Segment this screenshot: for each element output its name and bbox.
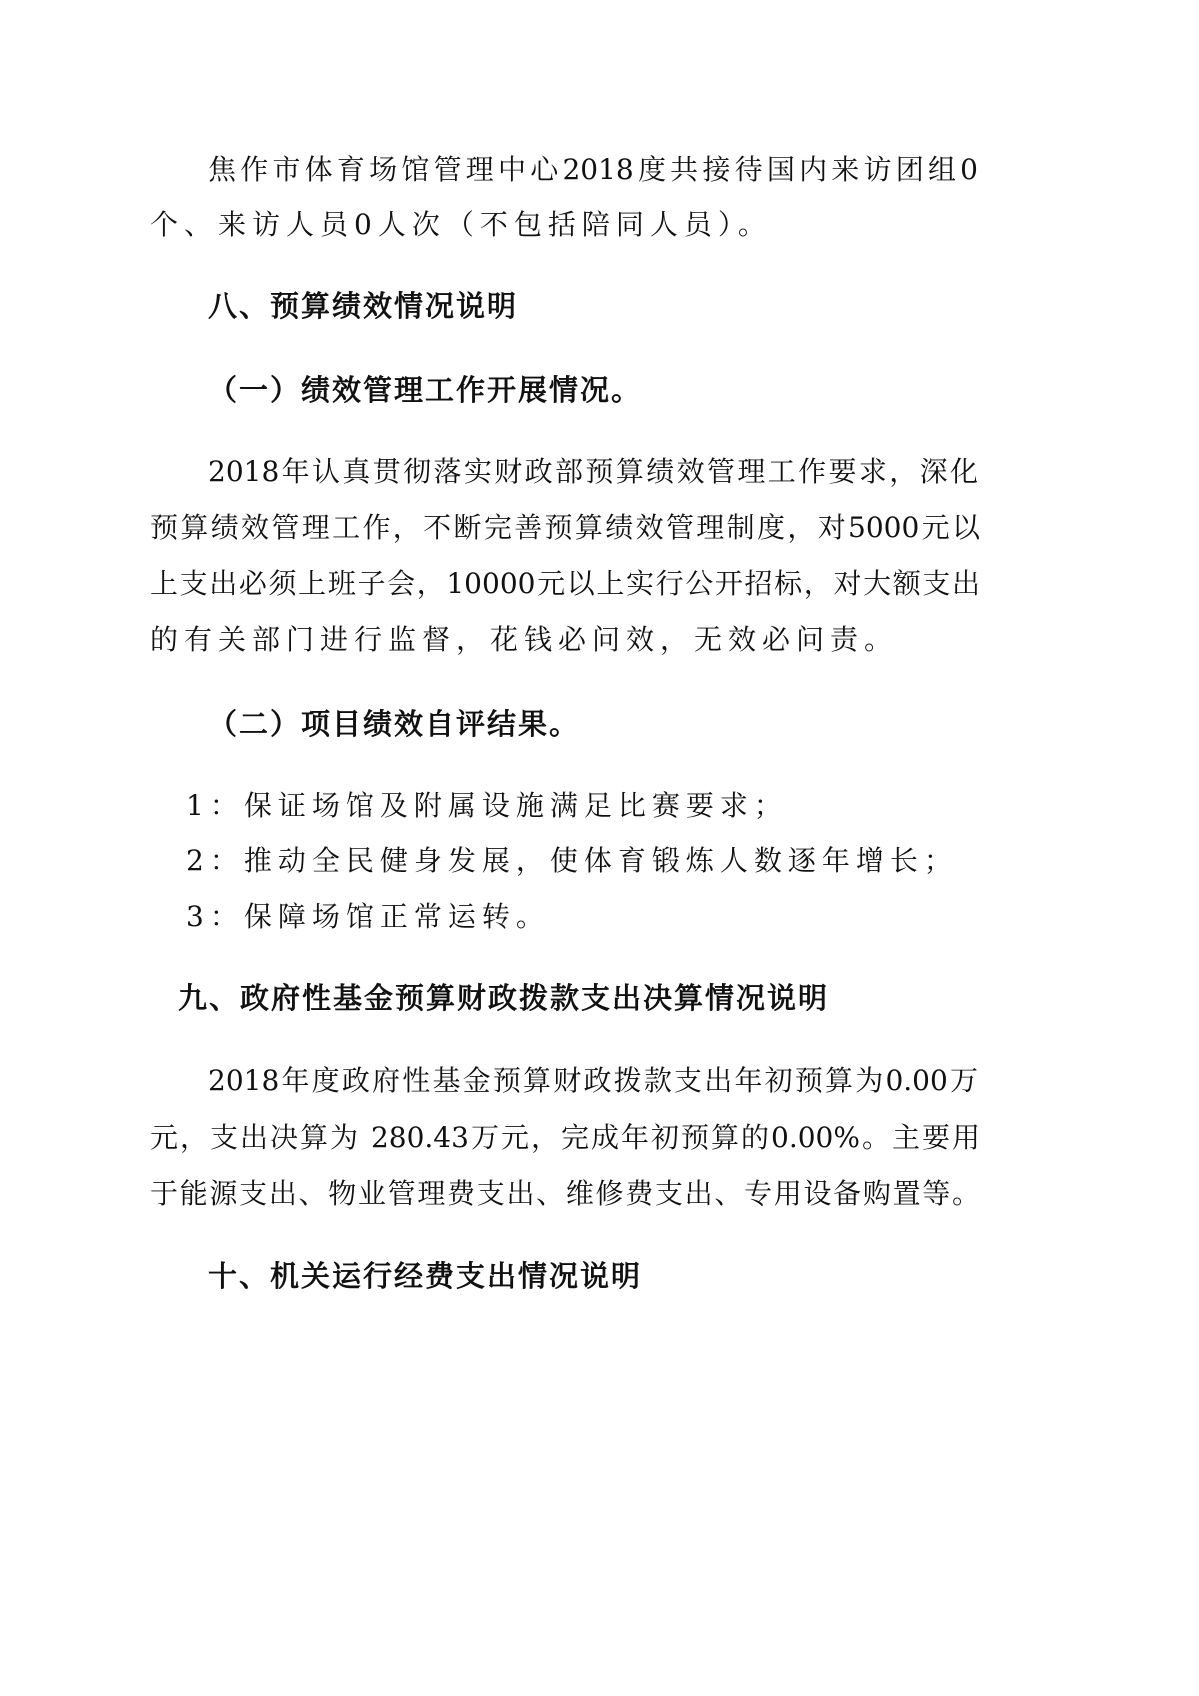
section-heading-10: 十、机关运行经费支出情况说明 [208, 1259, 643, 1293]
result-item-3: 3：保障场馆正常运转。 [186, 900, 550, 933]
para2-line3: 上支出必须上班子会，10000元以上实行公开招标，对大额支出 [150, 567, 980, 600]
result-item-1: 1：保证场馆及附属设施满足比赛要求； [186, 789, 788, 822]
section-heading-8: 八、预算绩效情况说明 [208, 289, 519, 323]
subsection-heading-1: （一）绩效管理工作开展情况。 [208, 373, 643, 407]
para3-line3: 于能源支出、物业管理费支出、维修费支出、专用设备购置等。 [150, 1177, 980, 1210]
para3-line2: 元，支出决算为 280.43万元，完成年初预算的0.00%。主要用 [150, 1121, 980, 1154]
para2-line1: 2018年认真贯彻落实财政部预算绩效管理工作要求，深化 [208, 455, 978, 488]
para2-line2: 预算绩效管理工作，不断完善预算绩效管理制度，对5000元以 [150, 511, 980, 544]
para1-line1: 焦作市体育场馆管理中心2018度共接待国内来访团组0 [208, 153, 978, 186]
result-item-2: 2：推动全民健身发展，使体育锻炼人数逐年增长； [186, 844, 958, 877]
section-heading-9: 九、政府性基金预算财政拨款支出决算情况说明 [178, 981, 830, 1015]
para1-line2: 个、来访人员0人次（不包括陪同人员）。 [150, 208, 772, 241]
subsection-heading-2: （二）项目绩效自评结果。 [208, 707, 581, 741]
para2-line4: 的有关部门进行监督，花钱必问效，无效必问责。 [150, 623, 899, 656]
para3-line1: 2018年度政府性基金预算财政拨款支出年初预算为0.00万 [208, 1064, 978, 1097]
